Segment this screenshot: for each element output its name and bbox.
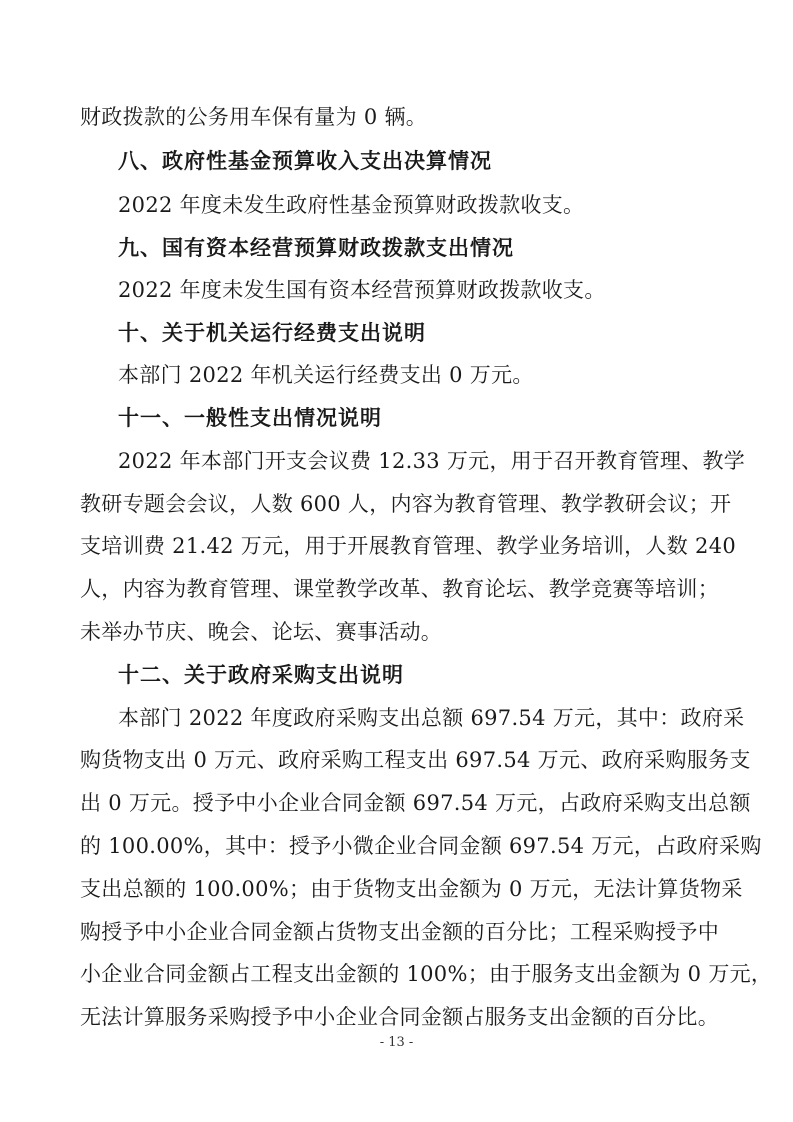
paragraph-line: 购授予中小企业合同金额占货物支出金额的百分比；工程采购授予中: [80, 920, 719, 944]
section-heading-10: 十、关于机关运行经费支出说明: [118, 321, 426, 345]
paragraph-line: 人，内容为教育管理、课堂教学改革、教育论坛、教学竞赛等培训；: [80, 577, 719, 601]
section-heading-12: 十二、关于政府采购支出说明: [118, 663, 404, 687]
paragraph-line: 的 100.00%，其中：授予小微企业合同金额 697.54 万元，占政府采购: [80, 834, 762, 858]
paragraph-line: 2022 年度未发生国有资本经营预算财政拨款收支。: [118, 278, 606, 302]
paragraph-line: 购货物支出 0 万元、政府采购工程支出 697.54 万元、政府采购服务支: [80, 748, 751, 772]
section-heading-11: 十一、一般性支出情况说明: [118, 406, 382, 430]
paragraph-line: 本部门 2022 年机关运行经费支出 0 万元。: [118, 363, 534, 387]
paragraph-line: 未举办节庆、晚会、论坛、赛事活动。: [80, 620, 443, 644]
section-heading-8: 八、政府性基金预算收入支出决算情况: [118, 149, 492, 173]
paragraph-line: 出 0 万元。授予中小企业合同金额 697.54 万元，占政府采购支出总额: [80, 791, 751, 815]
paragraph-line: 无法计算服务采购授予中小企业合同金额占服务支出金额的百分比。: [80, 1005, 719, 1029]
paragraph-line: 小企业合同金额占工程支出金额的 100%；由于服务支出金额为 0 万元，: [80, 962, 773, 986]
paragraph-line: 2022 年度未发生政府性基金预算财政拨款收支。: [118, 193, 585, 217]
paragraph-line: 本部门 2022 年度政府采购支出总额 697.54 万元，其中：政府采: [118, 706, 745, 730]
paragraph-line: 2022 年本部门开支会议费 12.33 万元，用于召开教育管理、教学: [118, 449, 746, 473]
paragraph-line: 教研专题会会议，人数 600 人，内容为教育管理、教学教研会议；开: [80, 492, 732, 516]
page-number: - 13 -: [379, 1035, 414, 1050]
paragraph-line: 支培训费 21.42 万元，用于开展教育管理、教学业务培训，人数 240: [80, 534, 737, 558]
section-heading-9: 九、国有资本经营预算财政拨款支出情况: [118, 236, 514, 260]
paragraph-line: 支出总额的 100.00%；由于货物支出金额为 0 万元，无法计算货物采: [80, 877, 743, 901]
paragraph-line: 财政拨款的公务用车保有量为 0 辆。: [80, 105, 428, 129]
